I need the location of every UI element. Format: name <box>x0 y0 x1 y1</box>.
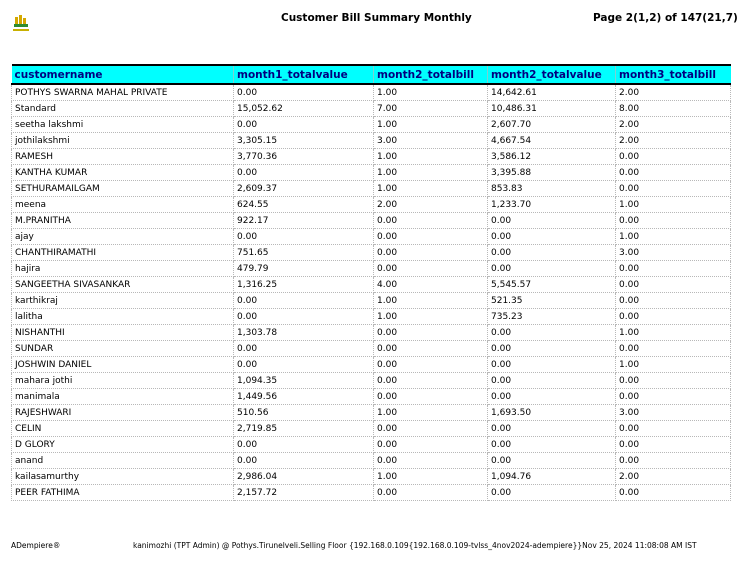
customer-name-cell: D GLORY <box>12 437 234 453</box>
month3-totalbill-cell: 0.00 <box>616 181 731 197</box>
customer-name-cell: hajira <box>12 261 234 277</box>
month3-totalbill-cell: 3.00 <box>616 245 731 261</box>
table-row <box>12 293 731 309</box>
month3-totalbill-cell: 0.00 <box>616 421 731 437</box>
month3-totalbill-cell: 2.00 <box>616 133 731 149</box>
month2-totalvalue-cell: 3,395.88 <box>488 165 616 181</box>
table-row <box>12 149 731 165</box>
month3-totalbill-cell: 0.00 <box>616 149 731 165</box>
month2-totalvalue-cell: 0.00 <box>488 485 616 501</box>
report-table <box>11 64 731 501</box>
customer-name-cell: M.PRANITHA <box>12 213 234 229</box>
month3-totalbill-cell: 0.00 <box>616 453 731 469</box>
month2-totalbill-cell: 0.00 <box>374 261 488 277</box>
month3-totalbill-cell: 0.00 <box>616 165 731 181</box>
month1-totalvalue-cell: 1,449.56 <box>234 389 374 405</box>
customer-name-cell: RAJESHWARI <box>12 405 234 421</box>
month2-totalbill-cell: 0.00 <box>374 421 488 437</box>
table-row <box>12 485 731 501</box>
month1-totalvalue-cell: 510.56 <box>234 405 374 421</box>
table-row <box>12 213 731 229</box>
footer-brand: ADempiere® <box>11 541 61 550</box>
month3-totalbill-cell: 1.00 <box>616 229 731 245</box>
month2-totalbill-cell: 1.00 <box>374 293 488 309</box>
table-row <box>12 165 731 181</box>
month3-totalbill-cell: 0.00 <box>616 437 731 453</box>
month1-totalvalue-cell: 3,305.15 <box>234 133 374 149</box>
month2-totalbill-cell: 0.00 <box>374 245 488 261</box>
company-logo <box>10 12 32 34</box>
customer-name-cell: manimala <box>12 389 234 405</box>
month3-totalbill-cell: 0.00 <box>616 341 731 357</box>
month2-totalvalue-cell: 1,233.70 <box>488 197 616 213</box>
month2-totalbill-cell: 0.00 <box>374 389 488 405</box>
month2-totalvalue-cell: 0.00 <box>488 373 616 389</box>
month1-totalvalue-cell: 0.00 <box>234 229 374 245</box>
month2-totalvalue-cell: 0.00 <box>488 341 616 357</box>
month3-totalbill-cell: 2.00 <box>616 117 731 133</box>
month1-totalvalue-cell: 479.79 <box>234 261 374 277</box>
month1-totalvalue-cell: 2,609.37 <box>234 181 374 197</box>
customer-name-cell: mahara jothi <box>12 373 234 389</box>
table-row <box>12 197 731 213</box>
table-header-row <box>12 65 731 84</box>
table-row <box>12 453 731 469</box>
customer-name-cell: jothilakshmi <box>12 133 234 149</box>
column-header: month1_totalvalue <box>234 65 374 84</box>
customer-name-cell: kailasamurthy <box>12 469 234 485</box>
month2-totalvalue-cell: 5,545.57 <box>488 277 616 293</box>
customer-name-cell: POTHYS SWARNA MAHAL PRIVATE <box>12 84 234 101</box>
month2-totalbill-cell: 1.00 <box>374 84 488 101</box>
month2-totalvalue-cell: 853.83 <box>488 181 616 197</box>
column-header: month2_totalbill <box>374 65 488 84</box>
month2-totalvalue-cell: 0.00 <box>488 229 616 245</box>
column-header: month3_totalbill <box>616 65 731 84</box>
month3-totalbill-cell: 2.00 <box>616 84 731 101</box>
table-row <box>12 373 731 389</box>
month2-totalvalue-cell: 1,094.76 <box>488 469 616 485</box>
table-row <box>12 117 731 133</box>
table-row <box>12 229 731 245</box>
report-title: Customer Bill Summary Monthly <box>281 12 472 24</box>
customer-name-cell: RAMESH <box>12 149 234 165</box>
month3-totalbill-cell: 1.00 <box>616 197 731 213</box>
table-row <box>12 133 731 149</box>
column-header: customername <box>12 65 234 84</box>
month2-totalbill-cell: 0.00 <box>374 357 488 373</box>
customer-name-cell: ajay <box>12 229 234 245</box>
customer-name-cell: CHANTHIRAMATHI <box>12 245 234 261</box>
table-row <box>12 277 731 293</box>
month2-totalvalue-cell: 0.00 <box>488 357 616 373</box>
month2-totalbill-cell: 0.00 <box>374 325 488 341</box>
month3-totalbill-cell: 0.00 <box>616 213 731 229</box>
month2-totalbill-cell: 0.00 <box>374 229 488 245</box>
month1-totalvalue-cell: 751.65 <box>234 245 374 261</box>
month2-totalbill-cell: 0.00 <box>374 485 488 501</box>
month3-totalbill-cell: 3.00 <box>616 405 731 421</box>
month2-totalvalue-cell: 0.00 <box>488 325 616 341</box>
customer-name-cell: NISHANTHI <box>12 325 234 341</box>
month3-totalbill-cell: 0.00 <box>616 277 731 293</box>
month2-totalbill-cell: 1.00 <box>374 165 488 181</box>
page-indicator: Page 2(1,2) of 147(21,7) <box>593 12 738 24</box>
customer-name-cell: anand <box>12 453 234 469</box>
month1-totalvalue-cell: 3,770.36 <box>234 149 374 165</box>
month1-totalvalue-cell: 0.00 <box>234 453 374 469</box>
table-row <box>12 389 731 405</box>
month2-totalbill-cell: 3.00 <box>374 133 488 149</box>
month3-totalbill-cell: 0.00 <box>616 373 731 389</box>
month1-totalvalue-cell: 0.00 <box>234 437 374 453</box>
month1-totalvalue-cell: 922.17 <box>234 213 374 229</box>
customer-name-cell: seetha lakshmi <box>12 117 234 133</box>
table-row <box>12 469 731 485</box>
customer-name-cell: PEER FATHIMA <box>12 485 234 501</box>
month1-totalvalue-cell: 15,052.62 <box>234 101 374 117</box>
month2-totalbill-cell: 4.00 <box>374 277 488 293</box>
table-row <box>12 405 731 421</box>
month2-totalvalue-cell: 735.23 <box>488 309 616 325</box>
customer-name-cell: SETHURAMAILGAM <box>12 181 234 197</box>
month1-totalvalue-cell: 0.00 <box>234 117 374 133</box>
month3-totalbill-cell: 0.00 <box>616 309 731 325</box>
month3-totalbill-cell: 8.00 <box>616 101 731 117</box>
month1-totalvalue-cell: 1,094.35 <box>234 373 374 389</box>
month1-totalvalue-cell: 1,303.78 <box>234 325 374 341</box>
table-row <box>12 261 731 277</box>
customer-name-cell: SUNDAR <box>12 341 234 357</box>
month1-totalvalue-cell: 2,719.85 <box>234 421 374 437</box>
customer-name-cell: lalitha <box>12 309 234 325</box>
month3-totalbill-cell: 0.00 <box>616 293 731 309</box>
month1-totalvalue-cell: 1,316.25 <box>234 277 374 293</box>
month2-totalvalue-cell: 0.00 <box>488 453 616 469</box>
month1-totalvalue-cell: 2,986.04 <box>234 469 374 485</box>
customer-name-cell: SANGEETHA SIVASANKAR <box>12 277 234 293</box>
month2-totalbill-cell: 1.00 <box>374 117 488 133</box>
month2-totalbill-cell: 1.00 <box>374 181 488 197</box>
month3-totalbill-cell: 2.00 <box>616 469 731 485</box>
month2-totalvalue-cell: 14,642.61 <box>488 84 616 101</box>
month2-totalbill-cell: 0.00 <box>374 453 488 469</box>
table-row <box>12 357 731 373</box>
month3-totalbill-cell: 1.00 <box>616 325 731 341</box>
month2-totalvalue-cell: 521.35 <box>488 293 616 309</box>
month2-totalbill-cell: 7.00 <box>374 101 488 117</box>
table-row <box>12 101 731 117</box>
month2-totalbill-cell: 0.00 <box>374 373 488 389</box>
month2-totalvalue-cell: 0.00 <box>488 421 616 437</box>
month2-totalbill-cell: 0.00 <box>374 341 488 357</box>
column-header: month2_totalvalue <box>488 65 616 84</box>
month2-totalvalue-cell: 1,693.50 <box>488 405 616 421</box>
table-row <box>12 245 731 261</box>
month1-totalvalue-cell: 0.00 <box>234 293 374 309</box>
customer-name-cell: CELIN <box>12 421 234 437</box>
month3-totalbill-cell: 1.00 <box>616 357 731 373</box>
customer-name-cell: KANTHA KUMAR <box>12 165 234 181</box>
table-row <box>12 181 731 197</box>
month1-totalvalue-cell: 0.00 <box>234 357 374 373</box>
month2-totalbill-cell: 1.00 <box>374 469 488 485</box>
month3-totalbill-cell: 0.00 <box>616 485 731 501</box>
month2-totalbill-cell: 1.00 <box>374 309 488 325</box>
month1-totalvalue-cell: 0.00 <box>234 341 374 357</box>
month1-totalvalue-cell: 0.00 <box>234 309 374 325</box>
table-row <box>12 325 731 341</box>
month2-totalvalue-cell: 0.00 <box>488 245 616 261</box>
month2-totalvalue-cell: 0.00 <box>488 213 616 229</box>
month1-totalvalue-cell: 2,157.72 <box>234 485 374 501</box>
customer-name-cell: meena <box>12 197 234 213</box>
customer-name-cell: JOSHWIN DANIEL <box>12 357 234 373</box>
customer-name-cell: Standard <box>12 101 234 117</box>
month1-totalvalue-cell: 0.00 <box>234 165 374 181</box>
table-row <box>12 437 731 453</box>
month2-totalvalue-cell: 10,486.31 <box>488 101 616 117</box>
month2-totalbill-cell: 2.00 <box>374 197 488 213</box>
month2-totalvalue-cell: 0.00 <box>488 261 616 277</box>
month2-totalbill-cell: 1.00 <box>374 149 488 165</box>
month2-totalvalue-cell: 0.00 <box>488 389 616 405</box>
table-row <box>12 84 731 101</box>
month2-totalvalue-cell: 2,607.70 <box>488 117 616 133</box>
table-row <box>12 309 731 325</box>
customer-name-cell: karthikraj <box>12 293 234 309</box>
month2-totalbill-cell: 0.00 <box>374 437 488 453</box>
table-row <box>12 421 731 437</box>
month2-totalvalue-cell: 3,586.12 <box>488 149 616 165</box>
month3-totalbill-cell: 0.00 <box>616 389 731 405</box>
month2-totalvalue-cell: 4,667.54 <box>488 133 616 149</box>
month2-totalbill-cell: 0.00 <box>374 213 488 229</box>
month3-totalbill-cell: 0.00 <box>616 261 731 277</box>
footer-session-info: kanimozhi (TPT Admin) @ Pothys.Tirunelveli.Selling Floor {192.168.0.109{192.168.0.109-tvlss_4nov2024-adempiere}}Nov 25, 2024 11:08:08 AM IST <box>133 541 697 550</box>
table-row <box>12 341 731 357</box>
month2-totalbill-cell: 1.00 <box>374 405 488 421</box>
month1-totalvalue-cell: 624.55 <box>234 197 374 213</box>
month1-totalvalue-cell: 0.00 <box>234 84 374 101</box>
month2-totalvalue-cell: 0.00 <box>488 437 616 453</box>
